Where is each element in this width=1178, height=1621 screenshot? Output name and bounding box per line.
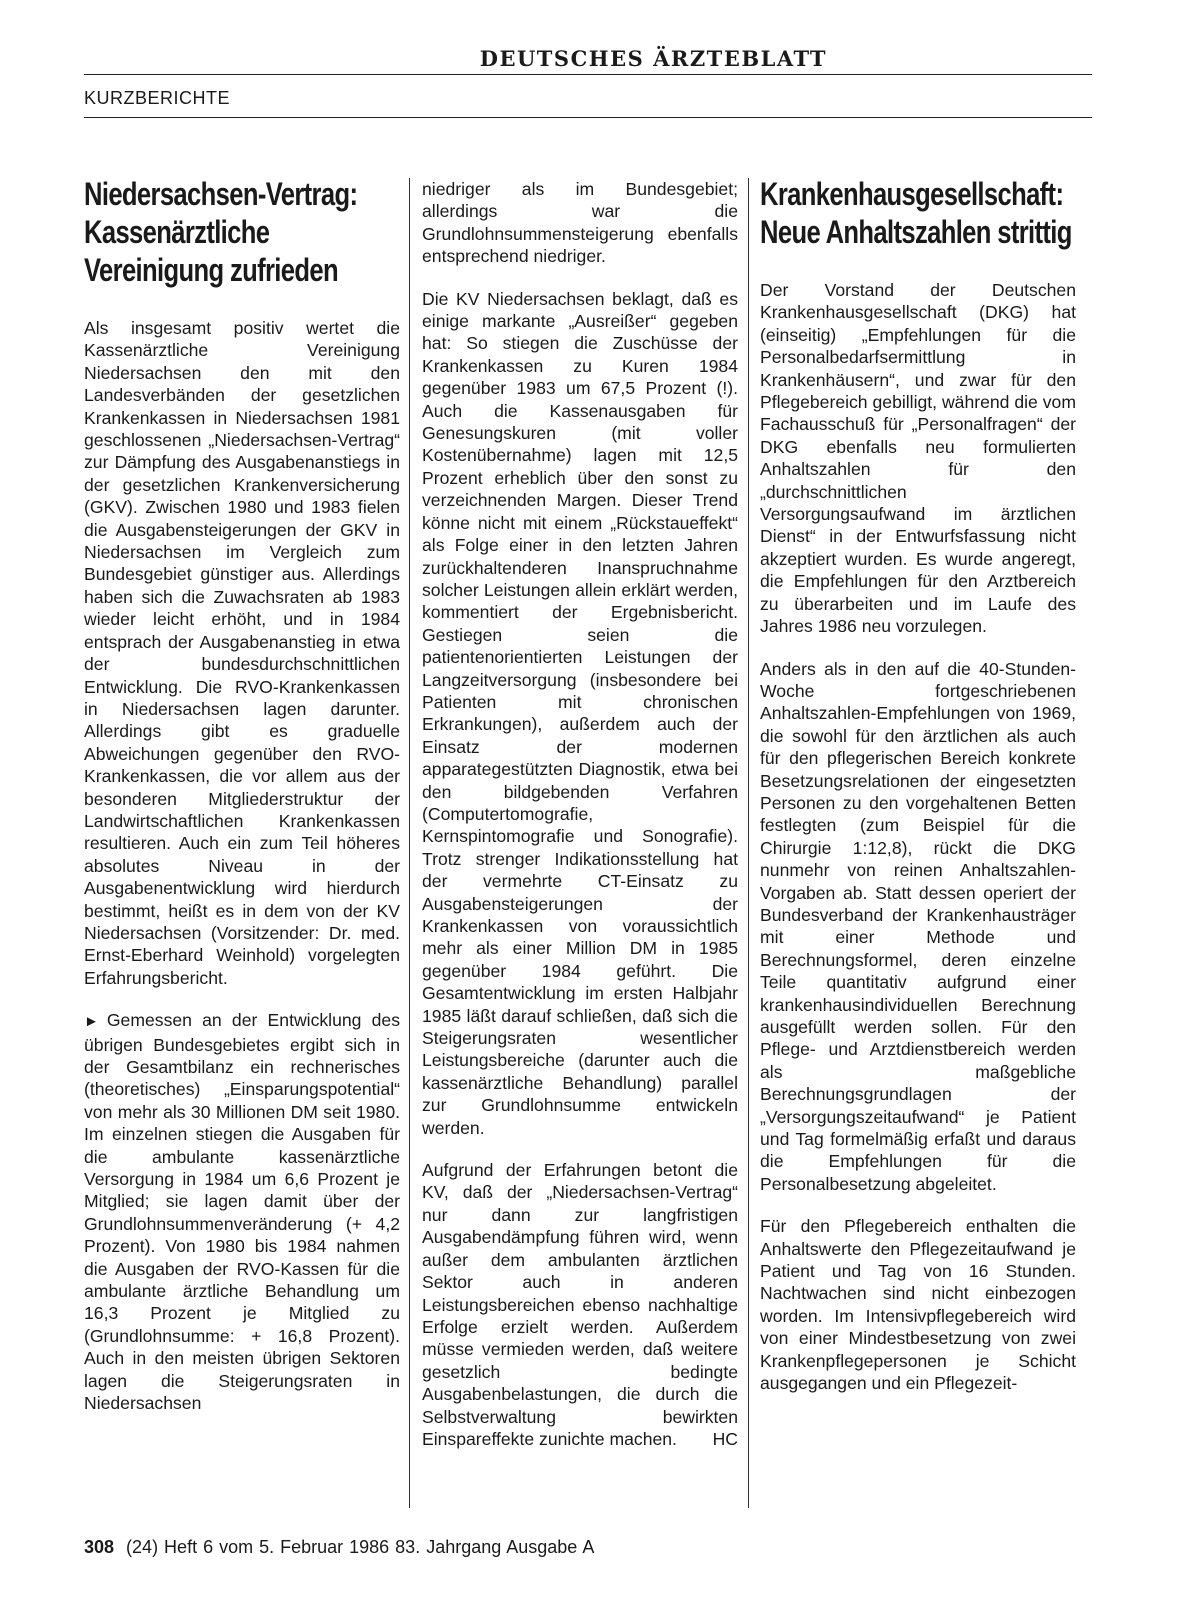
column-divider-2	[748, 178, 749, 1508]
article1-paragraph-4: Die KV Niedersachsen beklagt, daß es einige markante „Ausreißer“ gegeben hat: So stiegen die Zuschüsse der Krankenkassen zu Kuren 1984 gegenüber 1983 um 67,5 Prozent (!). Auch die Kassenausgaben für Genesungskuren (mit voller Kostenübernahme) lagen mit 12,5 Prozent erheblich über den sonst zu verzeichnenden Margen. Dieser Trend könne nicht mit einem „Rückstaueffekt“ als Folge einer in den letzten Jahren zurückhaltenderen Inanspruchnahme solcher Leistungen allein erklärt werden, kommentiert der Ergebnisbericht. Gestiegen seien die patientenorientierten Leistungen der Langzeitversorgung (insbesondere bei Patienten mit chronischen Erkrankungen), außerdem auch der Einsatz der modernen apparategestützten Diagnostik, etwa bei den bildgebenden Verfahren (Computertomografie, Kernspintomografie und Sonografie). Trotz strenger Indikationsstellung hat der vermehrte CT-Einsatz zu Ausgabensteigerungen der Krankenkassen von voraussichtlich mehr als einer Million DM in 1985 gegenüber 1984 geführt. Die Gesamtentwicklung im ersten Halbjahr 1985 läßt darauf schließen, daß sich die Steigerungsraten wesentlicher Leistungsbereiche (darunter auch die kassenärztliche Behandlung) parallel zur Grundlohnsumme entwickeln werden.	[422, 288, 738, 1138]
article1-paragraph-2	[84, 1009, 400, 1414]
masthead-rule	[84, 74, 1092, 75]
page-footer	[84, 1537, 594, 1558]
article2-paragraph-1: Der Vorstand der Deutschen Krankenhausgesellschaft (DKG) hat (einseitig) „Empfehlungen für die Personalbedarfsermittlung in Krankenhäusern“, und zwar für den Pflegebereich gebilligt, während die vom Fachausschuß für „Personalfragen“ der DKG ebenfalls neu formulierten Anhaltszahlen für den „durchschnittlichen Versorgungsaufwand im ärztlichen Dienst“ in der Entwurfsfassung nicht akzeptiert wurden. Es wurde angeregt, die Empfehlungen für den Arztbereich zu überarbeiten und im Laufe des Jahres 1986 neu vorzulegen.	[760, 280, 1076, 637]
page-number: 308	[84, 1537, 115, 1557]
article1-headline: Niedersachsen-Vertrag: Kassenärztliche Vereinigung zufrieden	[84, 176, 358, 288]
article1-paragraph-1: Als insgesamt positiv wertet die Kassenärztliche Vereinigung Niedersachsen den mit den Landesverbänden der gesetzlichen Krankenkassen in Niedersachsen 1981 geschlossenen „Niedersachsen-Vertrag“ zur Dämpfung des Ausgabenanstiegs in der gesetzlichen Krankenversicherung (GKV). Zwischen 1980 und 1983 fielen die Ausgabensteigerungen der GKV in Niedersachsen im Vergleich zum Bundesgebiet günstiger aus. Allerdings haben sich die Zuwachsraten ab 1983 wieder leicht erhöht, und in 1984 entsprach der Ausgabenanstieg in etwa der bundesdurchschnittlichen Entwicklung. Die RVO-Krankenkassen in Niedersachsen lagen darunter. Allerdings gibt es graduelle Abweichungen gegenüber den RVO-Krankenkassen, die vor allem aus der besonderen Mitgliederstruktur der Landwirtschaftlichen Krankenkassen resultieren. Auch ein zum Teil höheres absolutes Niveau in der Ausgabenentwicklung wird hierdurch bestimmt, heißt es in dem von der KV Niedersachsen (Vorsitzender: Dr. med. Ernst-Eberhard Weinhold) vorgelegten Erfahrungsbericht.	[84, 318, 400, 988]
journal-title: DEUTSCHES ÄRZTEBLATT	[479, 46, 827, 71]
article2-paragraph-2: Anders als in den auf die 40-Stunden-Woche fortgeschriebenen Anhaltszahlen-Empfehlungen von 1969, die sowohl für den ärztlichen als auch für den pflegerischen Bereich konkrete Besetzungsrelationen der eingesetzten Personen zu den vorgehaltenen Betten festlegten (zum Beispiel für die Chirurgie 1:12,8), rückt die DKG nunmehr von reinen Anhaltszahlen-Vorgaben ab. Statt dessen operiert der Bundesverband der Krankenhausträger mit einer Methode und Berechnungsformel, deren einzelne Teile quantitativ aufgrund einer krankenhausindividuellen Berechnung ausgefüllt werden sollen. Für den Pflege- und Arztdienstbereich werden als maßgebliche Berechnungsgrundlagen der „Versorgungszeitaufwand“ je Patient und Tag formelmäßig erfaßt und daraus die Empfehlungen für die Personalbesetzung abgeleitet.	[760, 658, 1076, 1194]
issue-info: (24) Heft 6 vom 5. Februar 1986 83. Jahrgang Ausgabe A	[126, 1537, 595, 1557]
article1-paragraph-5-text: Aufgrund der Erfahrungen betont die KV, daß der „Niedersachsen-Vertrag“ nur dann zur langfristigen Ausgabendämpfung führen wird, wenn außer dem ambulanten ärztlichen Sektor auch in anderen Leistungsbereichen ebenso nachhaltige Erfolge erzielt werden. Außerdem müsse vermieden werden, daß weitere gesetzlich bedingte Ausgabenbelastungen, die durch die Selbstverwaltung bewirkten Einspareffekte zunichte machen.	[422, 1160, 738, 1449]
article2-paragraph-3: Für den Pflegebereich enthalten die Anhaltswerte den Pflegezeitaufwand je Patient und Tag von 16 Stunden. Nachtwachen sind nicht einbezogen worden. Im Intensivpflegebereich wird von einer Mindestbesetzung von zwei Krankenpflegepersonen je Schicht ausgegangen und ein Pflegezeit-	[760, 1216, 1076, 1394]
section-label: KURZBERICHTE	[84, 88, 231, 108]
triangle-bullet-icon: ►	[84, 1013, 99, 1031]
column-divider-1	[409, 178, 410, 1508]
column-1	[84, 175, 400, 1435]
column-2	[422, 178, 738, 1470]
article1-paragraph-5	[422, 1159, 738, 1450]
column-3	[760, 175, 1076, 1415]
article1-paragraph-3: niedriger als im Bundesgebiet; allerdings war die Grundlohnsummensteigerung ebenfalls entsprechend niedriger.	[422, 179, 738, 267]
article1-paragraph-2-text: Gemessen an der Entwicklung des übrigen Bundesgebietes ergibt sich in der Gesamtbilanz ein rechnerisches (theoretisches) „Einsparungspotential“ von mehr als 30 Millionen DM seit 1980. Im einzelnen stiegen die Ausgaben für die ambulante kassenärztliche Versorgung in 1984 um 6,6 Prozent je Mitglied; sie lagen damit über der Grundlohnsummenveränderung (+ 4,2 Prozent). Von 1980 bis 1984 nahmen die Ausgaben der RVO-Kassen für die ambulante ärztliche Behandlung um 16,3 Prozent je Mitglied zu (Grundlohnsumme: + 16,8 Prozent). Auch in den meisten übrigen Sektoren lagen die Steigerungsraten in Niedersachsen	[84, 1010, 400, 1414]
author-signature: HC	[712, 1428, 738, 1449]
section-rule	[84, 117, 1092, 118]
masthead	[84, 42, 1092, 72]
article2-headline: Krankenhausgesellschaft: Neue Anhaltszahlen strittig	[760, 176, 1072, 250]
